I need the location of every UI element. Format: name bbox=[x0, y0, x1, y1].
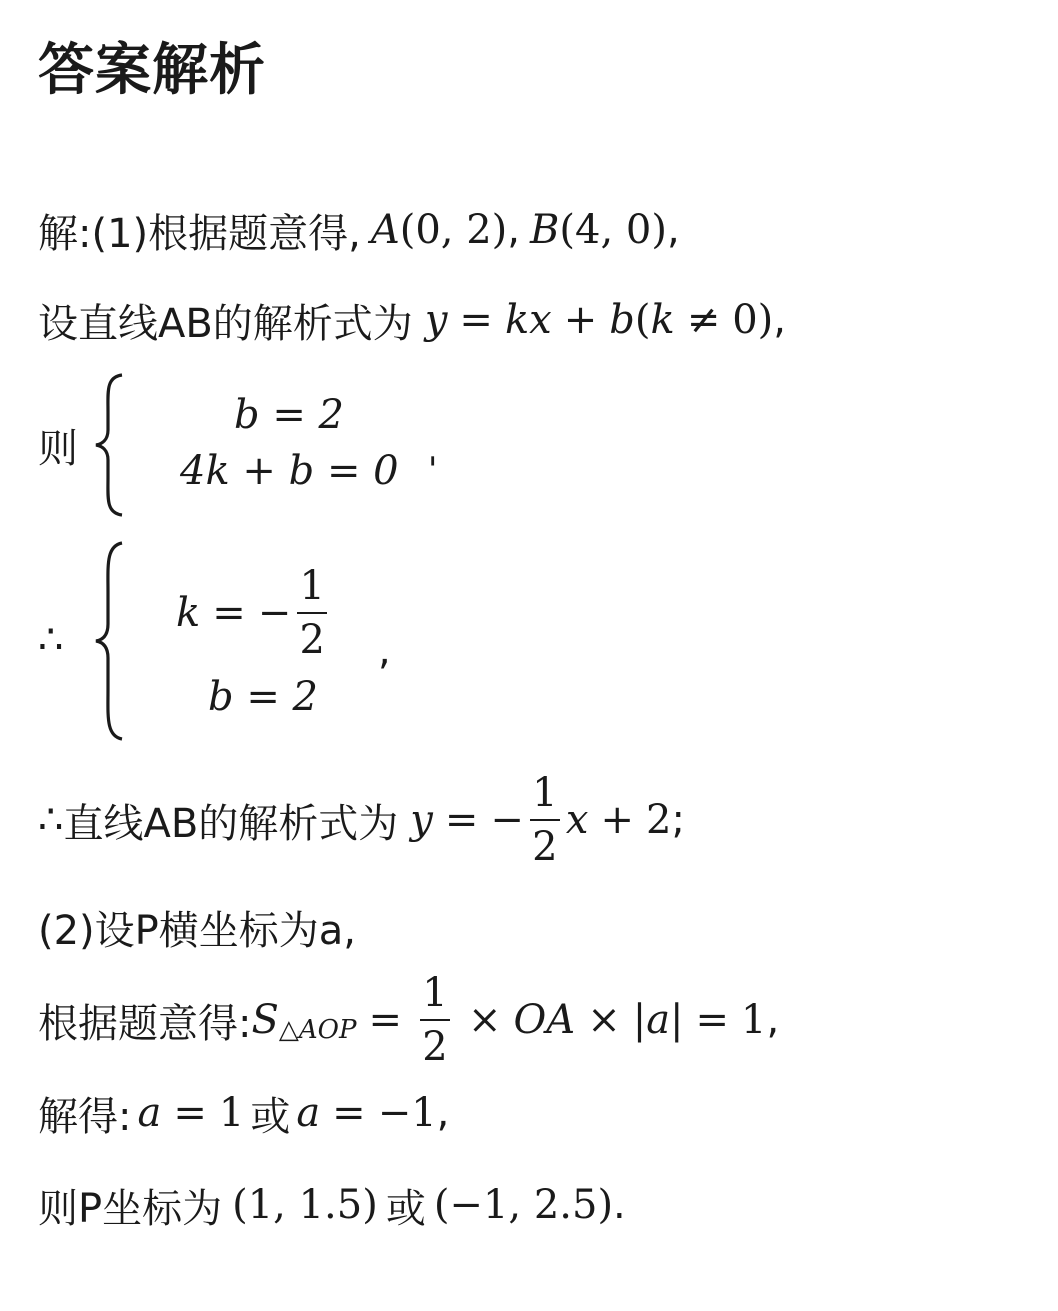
system-row-2: 4k + b = 0 bbox=[180, 448, 399, 494]
math-op: × bbox=[587, 997, 621, 1043]
math-var: a bbox=[137, 1090, 162, 1136]
text-segment: 设直线AB的解析式为 bbox=[38, 300, 413, 347]
numerator: 1 bbox=[532, 770, 558, 816]
math-num: 2 bbox=[645, 797, 672, 843]
math-op: = bbox=[368, 997, 402, 1043]
punct: , bbox=[507, 207, 521, 253]
math-num: 1 bbox=[741, 997, 767, 1043]
system-solution-label bbox=[38, 605, 63, 675]
math-point: (−1, 2.5) bbox=[433, 1182, 614, 1228]
text-segment: 根据题意得: bbox=[38, 1000, 252, 1047]
denominator: 2 bbox=[422, 1024, 448, 1070]
math-op: = bbox=[444, 797, 479, 843]
math-var: k bbox=[650, 297, 675, 343]
punct: , bbox=[666, 207, 680, 253]
text-segment: 或 bbox=[385, 1185, 426, 1232]
math-op: = bbox=[695, 997, 730, 1043]
math-op: ≠ bbox=[686, 297, 721, 343]
line-points bbox=[38, 195, 680, 265]
math-op: − bbox=[257, 590, 292, 636]
math-var: a bbox=[296, 1090, 321, 1136]
math-var: A bbox=[370, 207, 400, 253]
text-segment: 或 bbox=[250, 1093, 291, 1140]
text-segment: (2)设P横坐标为a, bbox=[38, 907, 357, 954]
numerator: 1 bbox=[422, 970, 448, 1016]
math-op: = bbox=[459, 297, 493, 343]
math-var: y bbox=[424, 297, 448, 343]
text-segment: 则P坐标为 bbox=[38, 1185, 223, 1232]
fraction bbox=[297, 560, 327, 666]
numerator: 1 bbox=[299, 563, 325, 609]
math-var: x bbox=[565, 797, 589, 843]
punct: , bbox=[766, 997, 780, 1043]
page-title: 答案解析 bbox=[38, 38, 266, 103]
math-var: kx bbox=[504, 297, 552, 343]
system-row-1: b = 2 bbox=[234, 392, 344, 438]
math-op: = bbox=[332, 1090, 366, 1136]
math-op: − bbox=[490, 797, 524, 843]
denominator: 2 bbox=[532, 824, 558, 870]
math-var: S bbox=[251, 997, 279, 1043]
math-op: + bbox=[563, 297, 598, 343]
math-var: B bbox=[530, 207, 560, 253]
fraction bbox=[420, 967, 450, 1073]
punct: , bbox=[436, 1090, 450, 1136]
math-abs: |a| bbox=[632, 997, 684, 1043]
line-part-2 bbox=[38, 892, 356, 962]
line-area-equation bbox=[38, 965, 779, 1075]
math-num: 0) bbox=[732, 297, 774, 343]
punct: ' bbox=[428, 450, 438, 490]
math-var: b bbox=[609, 297, 635, 343]
math-var: OA bbox=[513, 997, 576, 1043]
line-equation-form bbox=[38, 285, 786, 355]
math-num: 1 bbox=[218, 1090, 245, 1136]
punct: . bbox=[613, 1182, 626, 1228]
therefore-icon: ∴ bbox=[38, 797, 64, 843]
text-segment: 解得: bbox=[38, 1093, 132, 1140]
text-segment: 则 bbox=[38, 425, 78, 472]
system-label bbox=[38, 410, 78, 480]
math-paren: ( bbox=[634, 297, 651, 343]
punct: ; bbox=[671, 797, 685, 843]
math-point: (0, 2) bbox=[399, 207, 508, 253]
punct: , bbox=[773, 297, 787, 343]
therefore-icon: ∴ bbox=[38, 617, 64, 663]
math-var: k bbox=[176, 590, 201, 636]
math-subscript: △AOP bbox=[278, 1015, 357, 1045]
line-result-equation bbox=[38, 765, 685, 875]
left-brace-icon bbox=[92, 372, 128, 518]
system-row-2: b = 2 bbox=[208, 674, 318, 720]
math-op: = bbox=[212, 590, 246, 636]
denominator: 2 bbox=[299, 617, 325, 663]
math-op: × bbox=[468, 997, 502, 1043]
text-segment: 解:(1)根据题意得, bbox=[38, 210, 361, 257]
math-num: −1 bbox=[377, 1090, 437, 1136]
math-var: y bbox=[410, 797, 433, 843]
system-row-1 bbox=[176, 560, 333, 666]
fraction bbox=[530, 767, 560, 873]
left-brace-icon bbox=[92, 540, 128, 742]
line-coordinates bbox=[38, 1170, 626, 1240]
punct: , bbox=[378, 628, 391, 674]
line-solutions bbox=[38, 1078, 449, 1148]
math-point: (4, 0) bbox=[559, 207, 667, 253]
text-segment: 直线AB的解析式为 bbox=[63, 800, 399, 847]
math-op: = bbox=[173, 1090, 207, 1136]
math-op: + bbox=[600, 797, 634, 843]
math-point: (1, 1.5) bbox=[232, 1182, 378, 1228]
